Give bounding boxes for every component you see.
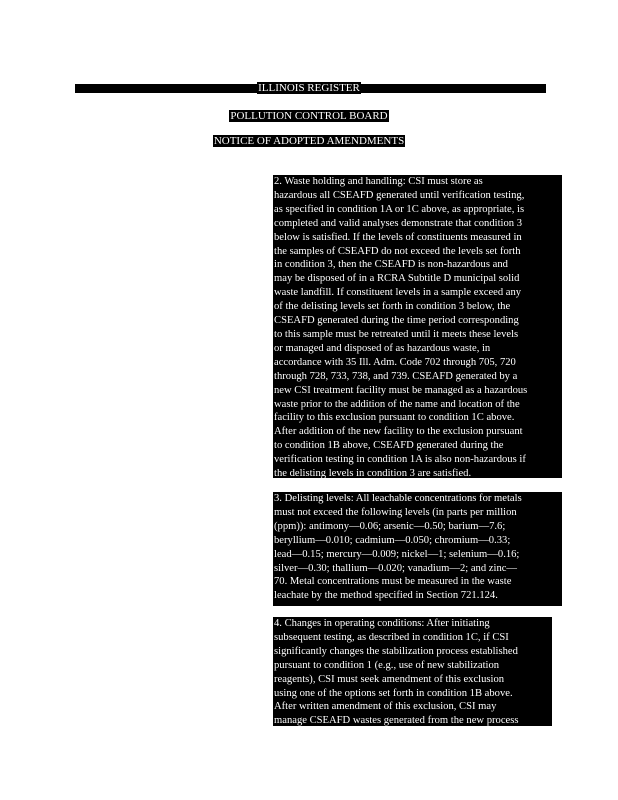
text-line: the samples of CSEAFD do not exceed the levels set forth xyxy=(274,245,521,257)
text-line: verification testing in condition 1A is also non-hazardous if xyxy=(274,454,526,466)
text-line: pursuant to condition 1 (e.g., use of new stabilization xyxy=(274,659,500,671)
text-line: waste landfill. If constituent levels in a sample exceed any xyxy=(274,287,522,299)
text-line: (ppm)): antimony—0.06; arsenic—0.50; barium—7.6; xyxy=(274,520,506,532)
text-line: hazardous all CSEAFD generated until verification testing, xyxy=(274,189,525,201)
register-title: ILLINOIS REGISTER xyxy=(258,82,360,94)
text-line: manage CSEAFD wastes generated from the new process xyxy=(274,715,519,727)
text-line: CSEAFD generated during the time period corresponding xyxy=(274,315,519,327)
text-line: as specified in condition 1A or 1C above, as appropriate, is xyxy=(274,203,525,215)
text-line: may be disposed of in a RCRA Subtitle D municipal solid xyxy=(274,273,520,285)
text-line: reagents), CSI must seek amendment of this exclusion xyxy=(274,673,505,685)
text-line: completed and valid analyses demonstrate that condition 3 xyxy=(274,217,523,229)
text-line: to condition 1B above, CSEAFD generated during the xyxy=(274,440,504,452)
text-line: in condition 3, then the CSEAFD is non-hazardous and xyxy=(274,259,508,271)
text-line: using one of the options set forth in condition 1B above. xyxy=(274,687,513,699)
text-line: new CSI treatment facility must be managed as a hazardous xyxy=(274,384,528,396)
board-title: POLLUTION CONTROL BOARD xyxy=(230,110,388,122)
text-line: After written amendment of this exclusion, CSI may xyxy=(274,701,497,713)
text-line: the delisting levels in condition 3 are satisfied. xyxy=(274,468,472,480)
text-line: significantly changes the stabilization process established xyxy=(274,645,518,657)
text-line: must not exceed the following levels (in parts per million xyxy=(274,506,517,518)
paragraph-waste-holding xyxy=(273,175,562,478)
text-line: of the delisting levels set forth in condition 3 below, the xyxy=(274,301,511,313)
board-header xyxy=(0,111,618,122)
text-line: beryllium—0.010; cadmium—0.050; chromium—0.33; xyxy=(274,534,511,546)
text-line: 4. Changes in operating conditions: After initiating xyxy=(274,618,490,629)
text-line: lead—0.15; mercury—0.009; nickel—1; selenium—0.16; xyxy=(274,548,520,560)
paragraph-delisting-levels xyxy=(273,492,562,606)
paragraph-operating-changes xyxy=(273,617,552,726)
text-line: 3. Delisting levels: All leachable concentrations for metals xyxy=(274,493,522,504)
text-line: through 728, 733, 738, and 739. CSEAFD generated by a xyxy=(274,370,518,382)
text-line: facility to this exclusion pursuant to condition 1C above. xyxy=(274,412,515,424)
text-line: or managed and disposed of as hazardous waste, in xyxy=(274,342,491,354)
text-line: subsequent testing, as described in condition 1C, if CSI xyxy=(274,631,509,643)
text-line: 70. Metal concentrations must be measured in the waste xyxy=(274,576,512,588)
text-line: waste prior to the addition of the name and location of the xyxy=(274,398,520,410)
text-line: accordance with 35 Ill. Adm. Code 702 through 705, 720 xyxy=(274,356,516,368)
text-line: 2. Waste holding and handling: CSI must store as xyxy=(274,176,483,187)
text-line: leachate by the method specified in Section 721.124. xyxy=(274,590,498,602)
notice-title: NOTICE OF ADOPTED AMENDMENTS xyxy=(213,135,405,147)
text-line: below is satisfied. If the levels of constituents measured in xyxy=(274,231,522,243)
text-line: to this sample must be retreated until it meets these levels xyxy=(274,328,519,340)
text-line: After addition of the new facility to the exclusion pursuant xyxy=(274,426,523,438)
notice-header xyxy=(0,136,618,147)
text-line: silver—0.30; thallium—0.020; vanadium—2; and zinc— xyxy=(274,562,518,574)
register-header xyxy=(0,83,618,94)
